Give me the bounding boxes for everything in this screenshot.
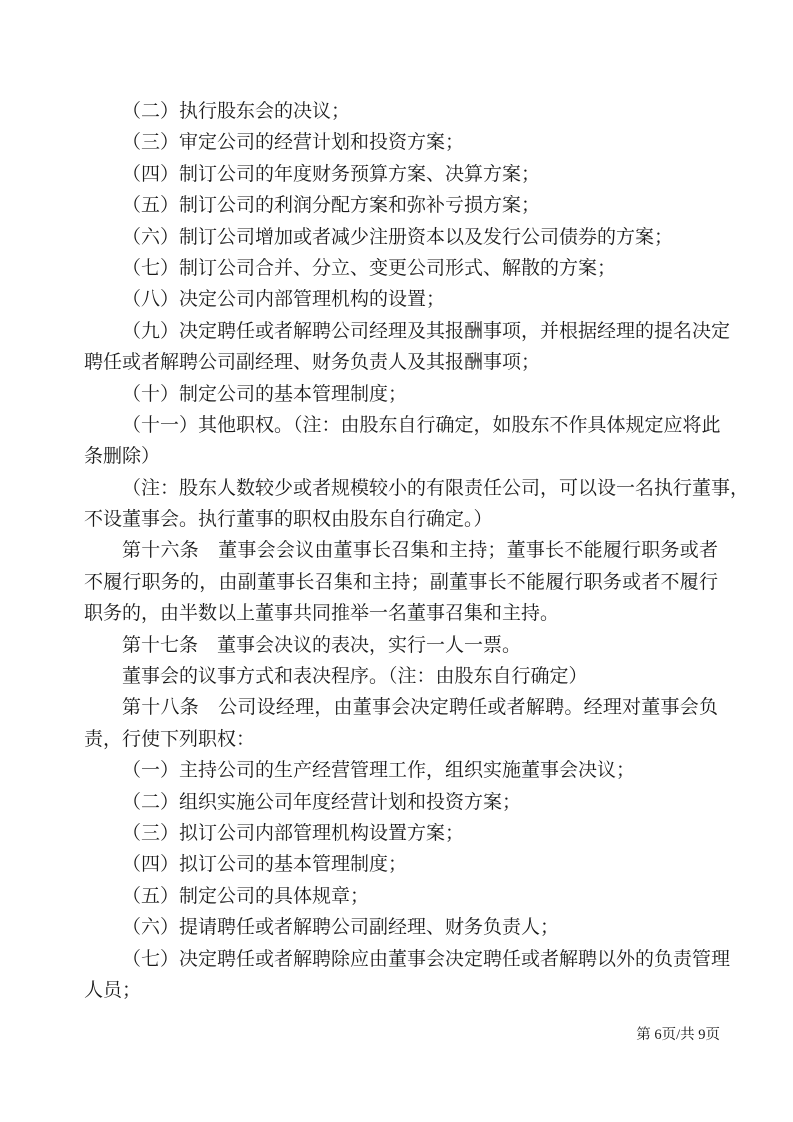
document-line: （二）组织实施公司年度经营计划和投资方案；	[122, 791, 522, 813]
document-line: 第十八条 公司设经理，由董事会决定聘任或者解聘。经理对董事会负	[122, 697, 718, 719]
document-line: （七）制订公司合并、分立、变更公司形式、解散的方案；	[122, 257, 617, 279]
document-line: 董事会的议事方式和表决程序。（注：由股东自行确定）	[122, 666, 588, 688]
document-line: 不履行职务的，由副董事长召集和主持；副董事长不能履行职务或者不履行	[84, 571, 718, 593]
page-footer	[636, 1023, 720, 1044]
document-line: 不设董事会。执行董事的职权由股东自行确定。）	[84, 509, 493, 531]
document-line: 第十七条 董事会决议的表决，实行一人一票。	[122, 634, 522, 656]
document-line: （五）制订公司的利润分配方案和弥补亏损方案；	[122, 195, 541, 217]
document-line: （四）拟订公司的基本管理制度；	[122, 854, 408, 876]
document-line: 职务的，由半数以上董事共同推举一名董事召集和主持。	[84, 603, 560, 625]
document-body	[84, 96, 750, 1006]
document-line: （三）拟订公司内部管理机构设置方案；	[122, 822, 465, 844]
document-line: （八）决定公司内部管理机构的设置；	[122, 289, 446, 311]
document-line: （十一）其他职权。（注：由股东自行确定，如股东不作具体规定应将此	[122, 414, 721, 436]
document-line: （三）审定公司的经营计划和投资方案；	[122, 132, 465, 154]
document-line: 人员；	[84, 979, 142, 1001]
document-line: （二）执行股东会的决议；	[122, 101, 351, 122]
document-line: 聘任或者解聘公司副经理、财务负责人及其报酬事项；	[84, 352, 541, 374]
document-line: （六）制订公司增加或者减少注册资本以及发行公司债券的方案；	[122, 226, 674, 248]
document-line: （六）提请聘任或者解聘公司副经理、财务负责人；	[122, 917, 560, 939]
document-line: （一）主持公司的生产经营管理工作，组织实施董事会决议；	[122, 760, 636, 782]
document-line: 第十六条 董事会会议由董事长召集和主持；董事长不能履行职务或者	[122, 540, 718, 562]
document-line: （七）决定聘任或者解聘除应由董事会决定聘任或者解聘以外的负责管理	[122, 948, 731, 970]
document-line: （十）制定公司的基本管理制度；	[122, 383, 408, 405]
document-line: （四）制订公司的年度财务预算方案、决算方案；	[122, 163, 541, 185]
document-line: 责，行使下列职权：	[84, 728, 256, 750]
document-line: （注：股东人数较少或者规模较小的有限责任公司，可以设一名执行董事，	[122, 477, 750, 499]
document-line: 条删除）	[84, 446, 161, 468]
document-line: （五）制定公司的具体规章；	[122, 885, 370, 907]
page-number-indicator: 第 6页/共 9页	[636, 1027, 720, 1043]
document-line: （九）决定聘任或者解聘公司经理及其报酬事项，并根据经理的提名决定	[122, 320, 731, 342]
